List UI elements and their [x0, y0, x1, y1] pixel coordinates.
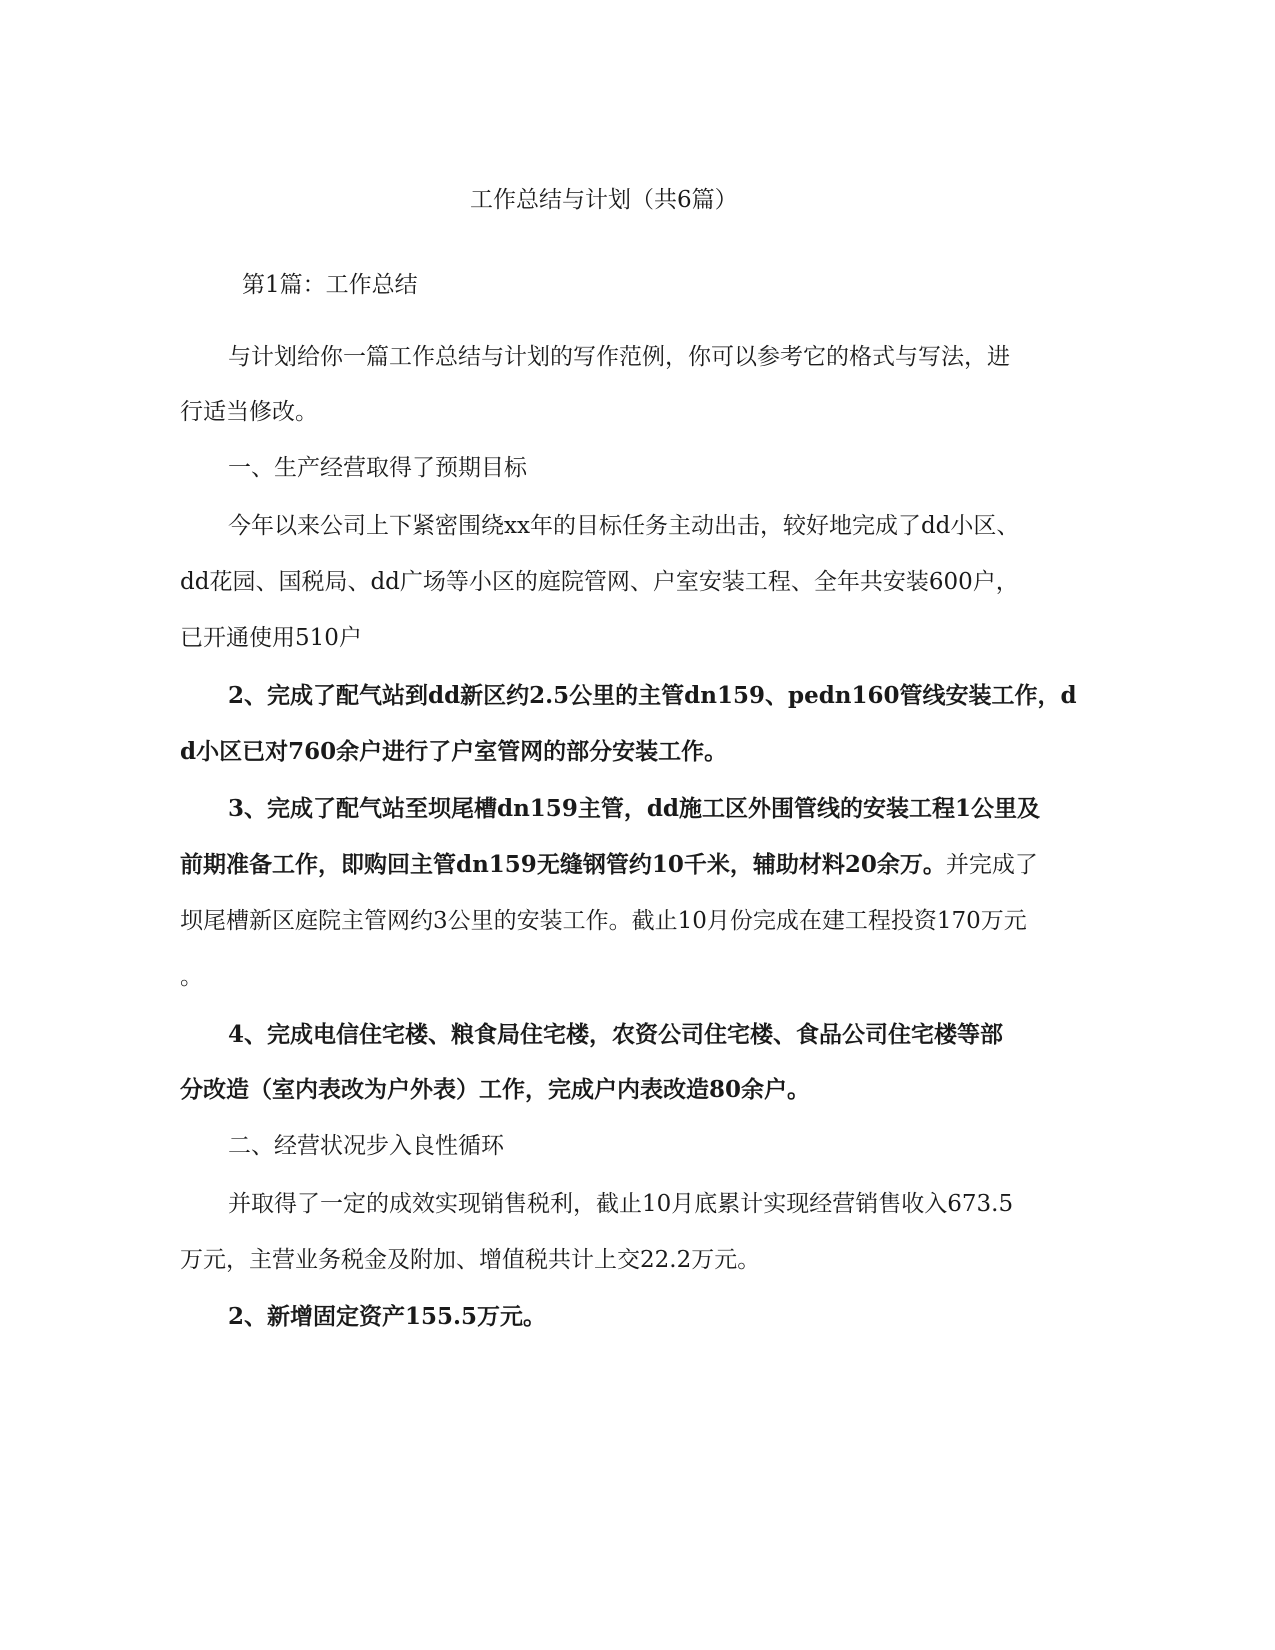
paragraph-line: 今年以来公司上下紧密围绕xx年的目标任务主动出击，较好地完成了dd小区、 — [228, 513, 1020, 539]
paragraph-line: d小区已对760余户进行了户室管网的部分安装工作。 — [180, 738, 728, 765]
paragraph-line: 4、完成电信住宅楼、粮食局住宅楼，农资公司住宅楼、食品公司住宅楼等部 — [228, 1021, 1004, 1048]
paragraph-line: 。 — [180, 964, 203, 990]
paragraph-line: 并取得了一定的成效实现销售税利，截止10月底累计实现经营销售收入673.5 — [228, 1191, 1014, 1217]
paragraph-line: 坝尾槽新区庭院主管网约3公里的安装工作。截止10月份完成在建工程投资170万元 — [180, 908, 1027, 934]
paragraph-line: 万元，主营业务税金及附加、增值税共计上交22.2万元。 — [180, 1247, 761, 1273]
paragraph-line: 分改造（室内表改为户外表）工作，完成户内表改造80余户。 — [180, 1076, 811, 1103]
paragraph-line: 3、完成了配气站至坝尾槽dn159主管，dd施工区外围管线的安装工程1公里及 — [228, 795, 1040, 822]
paragraph-line: 与计划给你一篇工作总结与计划的写作范例，你可以参考它的格式与写法，进 — [228, 344, 1010, 370]
document-title: 工作总结与计划（共6篇） — [470, 187, 738, 213]
paragraph-line: 已开通使用510户 — [180, 625, 362, 651]
normal-run: 并完成了 — [945, 852, 1038, 878]
chapter-heading: 第1篇：工作总结 — [242, 272, 418, 298]
paragraph-line: 2、完成了配气站到dd新区约2.5公里的主管dn159、pedn160管线安装工作，d — [228, 682, 1077, 709]
bold-run: 前期准备工作，即购回主管dn159无缝钢管约10千米，辅助材料20余万。 — [180, 851, 946, 878]
section-heading: 二、经营状况步入良性循环 — [228, 1133, 504, 1159]
paragraph-line: 行适当修改。 — [180, 399, 318, 425]
section-heading: 一、生产经营取得了预期目标 — [228, 455, 527, 481]
paragraph-line — [180, 850, 1038, 880]
paragraph-line: dd花园、国税局、dd广场等小区的庭院管网、户室安装工程、全年共安装600户， — [180, 569, 1019, 595]
paragraph-line: 2、新增固定资产155.5万元。 — [228, 1303, 547, 1330]
